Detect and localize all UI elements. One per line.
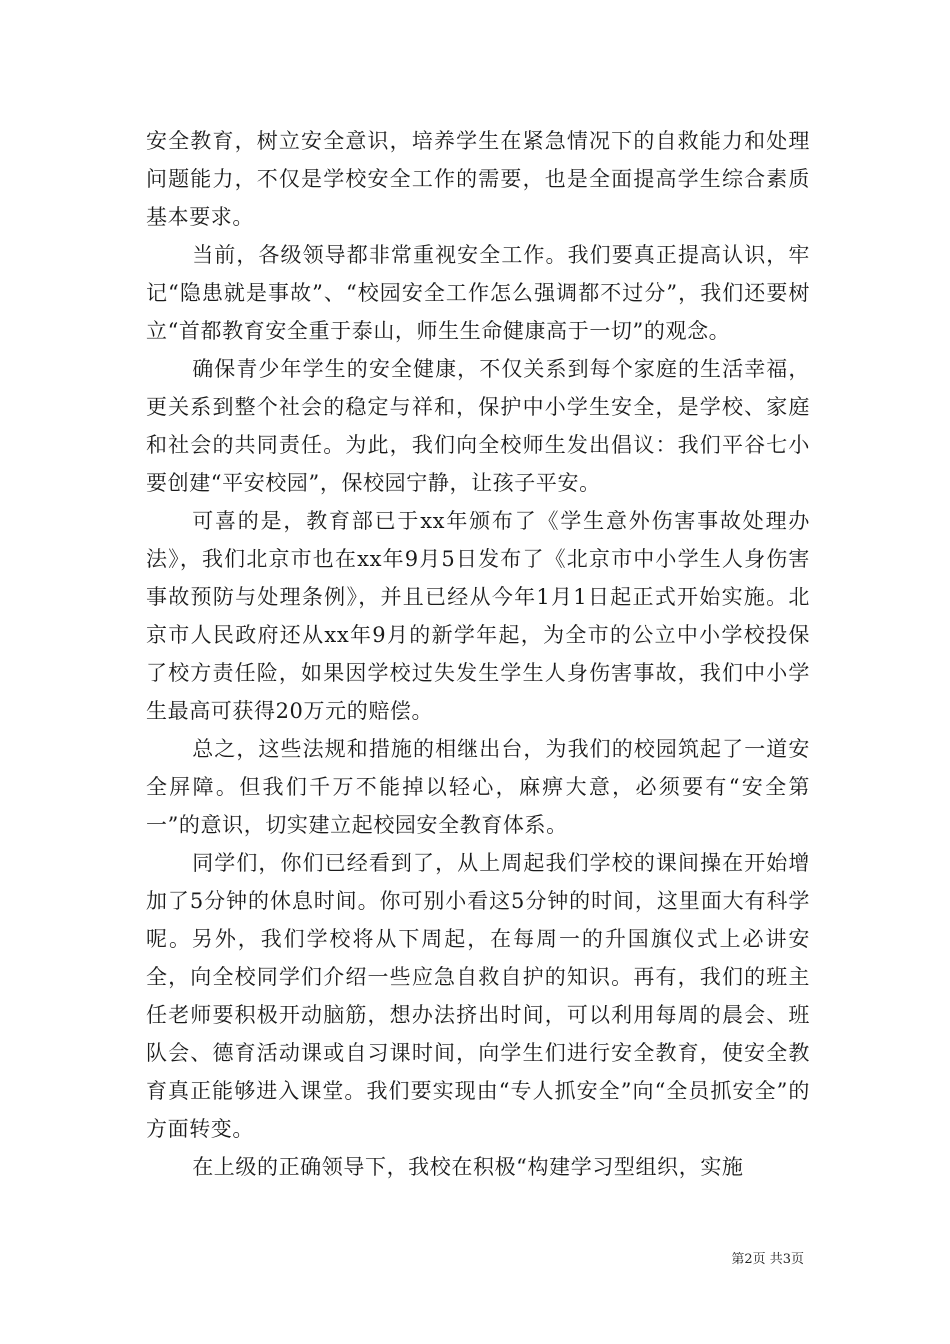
paragraph-2: 当前，各级领导都非常重视安全工作。我们要真正提高认识，牢记“隐患就是事故”、“校园安全工作怎么强调都不过分”，我们还要树立“首都教育安全重于泰山，师生生命健康高于一切”的观念。 [146, 243, 810, 343]
document-body [146, 122, 810, 1186]
paragraph-7: 在上级的正确领导下，我校在积极“构建学习型组织，实施 [192, 1155, 744, 1179]
page-number-footer: 第2页 共3页 [731, 1252, 804, 1267]
paragraph-4: 可喜的是，教育部已于xx年颁布了《学生意外伤害事故处理办法》，我们北京市也在xx年9月5日发布了《北京市中小学生人身伤害事故预防与处理条例》，并且已经从今年1月1日起正式开始实施。北京市人民政府还从xx年9月的新学年起，为全市的公立中小学校投保了校方责任险，如果因学校过失发生学生人身伤害事故，我们中小学生最高可获得20万元的赔偿。 [146, 509, 810, 723]
paragraph-6: 同学们，你们已经看到了，从上周起我们学校的课间操在开始增加了5分钟的休息时间。你可别小看这5分钟的时间，这里面大有科学呢。另外，我们学校将从下周起，在每周一的升国旗仪式上必讲安全，向全校同学们介绍一些应急自救自护的知识。再有，我们的班主任老师要积极开动脑筋，想办法挤出时间，可以利用每周的晨会、班队会、德育活动课或自习课时间，向学生们进行安全教育，使安全教育真正能够进入课堂。我们要实现由“专人抓安全”向“全员抓安全”的方面转变。 [146, 851, 810, 1141]
paragraph-5: 总之，这些法规和措施的相继出台，为我们的校园筑起了一道安全屏障。但我们千万不能掉以轻心，麻痹大意，必须要有“安全第一”的意识，切实建立起校园安全教育体系。 [146, 737, 810, 837]
paragraph-3: 确保青少年学生的安全健康，不仅关系到每个家庭的生活幸福，更关系到整个社会的稳定与祥和，保护中小学生安全，是学校、家庭和社会的共同责任。为此，我们向全校师生发出倡议：我们平谷七小要创建“平安校园”，保校园宁静，让孩子平安。 [146, 357, 810, 495]
paragraph-1: 安全教育，树立安全意识，培养学生在紧急情况下的自救能力和处理问题能力，不仅是学校安全工作的需要，也是全面提高学生综合素质基本要求。 [146, 129, 810, 229]
